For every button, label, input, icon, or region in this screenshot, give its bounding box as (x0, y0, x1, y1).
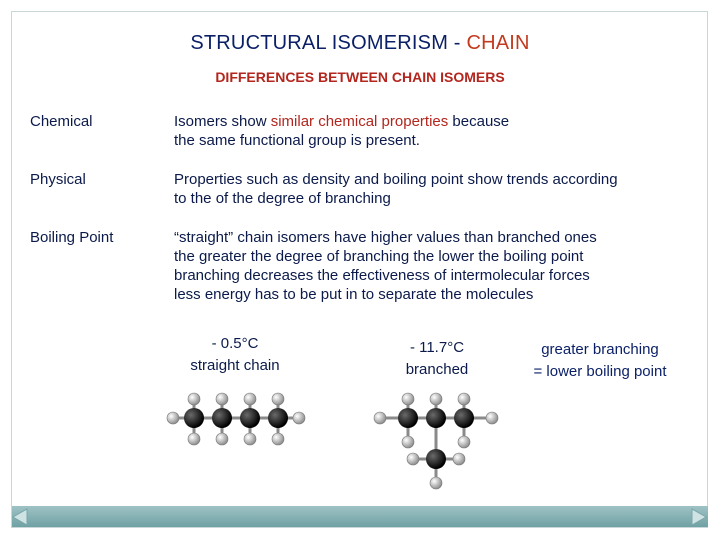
slide-subtitle: DIFFERENCES BETWEEN CHAIN ISOMERS (215, 69, 505, 85)
branched-molecule-image (370, 387, 502, 493)
highlight-text: similar chemical properties (270, 113, 449, 130)
desc-line: to the of the degree of branching (174, 190, 391, 207)
note-line: = lower boiling point (533, 363, 667, 380)
navigation-bar (12, 506, 708, 527)
desc-line: “straight” chain isomers have higher values than branched ones (174, 229, 597, 246)
desc-line: branching decreases the effectiveness of intermolecular forces (174, 267, 590, 284)
title-accent: CHAIN (466, 32, 530, 54)
previous-slide-button[interactable] (10, 507, 30, 527)
title-main: STRUCTURAL ISOMERISM - (190, 32, 467, 54)
note-line: greater branching (541, 341, 659, 358)
straight-chain-label: straight chain (190, 357, 280, 374)
straight-chain-temp: - 0.5°C (211, 335, 259, 352)
row-label-chemical: Chemical (30, 113, 93, 130)
branching-note (510, 339, 690, 383)
row-desc-boiling-point (174, 228, 704, 304)
desc-line: Properties such as density and boiling point show trends according (174, 171, 618, 188)
slide-title (0, 32, 720, 55)
branched-label: branched (405, 361, 469, 378)
branched-temp: - 11.7°C (409, 339, 465, 356)
prev-arrow-icon (10, 507, 30, 527)
desc-line: less energy has to be put in to separate the molecules (174, 286, 534, 303)
desc-line: the greater the degree of branching the lower the boiling point (174, 248, 584, 265)
next-arrow-icon (689, 507, 709, 527)
row-label-boiling-point: Boiling Point (30, 229, 114, 246)
desc-line: the same functional group is present. (174, 132, 420, 149)
text-fragment: because (448, 113, 510, 130)
row-label-physical: Physical (30, 171, 86, 188)
next-slide-button[interactable] (689, 507, 709, 527)
straight-chain-molecule-image (158, 388, 314, 458)
text-fragment: Isomers show (174, 113, 271, 130)
row-desc-chemical (174, 112, 704, 150)
branched-caption (382, 337, 492, 381)
straight-chain-caption (170, 333, 300, 377)
row-desc-physical (174, 170, 704, 208)
